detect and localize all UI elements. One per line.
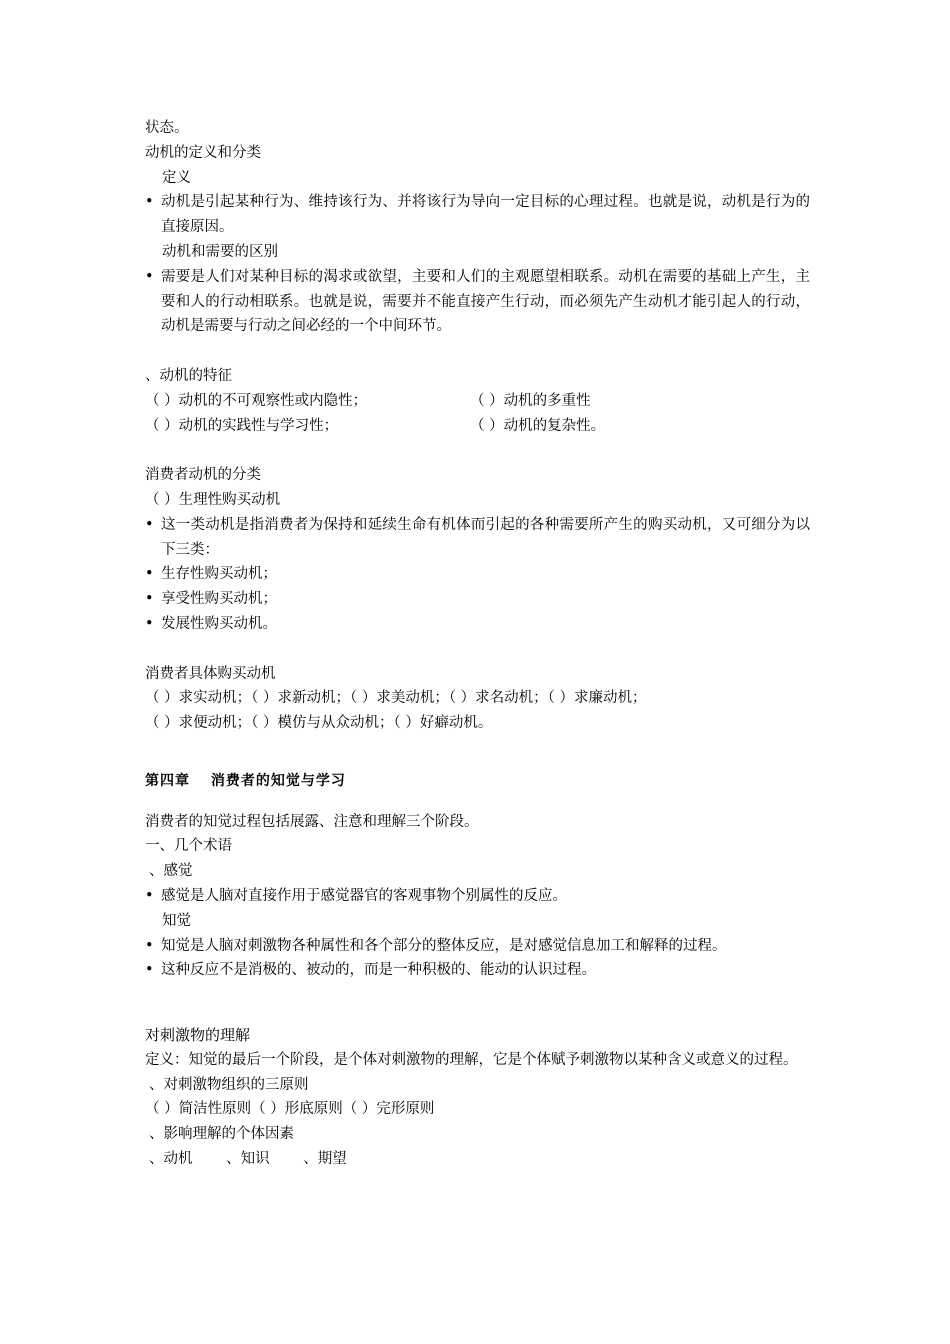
bullet-text: 需要是人们对某种目标的渴求或欲望，主要和人们的主观愿望相联系。动机在需要的基础上产生，主要和人的行动相联系。也就是说，需要并不能直接产生行动，而必须先产生动机才能引起人的行动，动机是需要与行动之间必经的一个中间环节。 [161, 268, 810, 335]
subheading-perception: 知觉 [162, 912, 191, 929]
bullet-icon: • [145, 516, 154, 533]
heading-consumer-motive-classification: 消费者动机的分类 [145, 467, 261, 484]
features-row [145, 414, 810, 439]
text-line: 消费者的知觉过程包括展露、注意和理解三个阶段。 [145, 813, 479, 830]
bullet-text: 知觉是人脑对刺激物各种属性和各个部分的整体反应，是对感觉信息加工和解释的过程。 [161, 937, 727, 954]
spacer [145, 736, 810, 761]
bullet-icon: • [145, 591, 154, 608]
definition-text: 定义：知觉的最后一个阶段，是个体对刺激物的理解，它是个体赋予刺激物以某种含义或意义的过程。 [145, 1051, 798, 1068]
subheading-sensation: 、感觉 [149, 863, 193, 880]
subheading-motive-vs-need: 动机和需要的区别 [162, 243, 278, 260]
feature-item: （ ）动机的实践性与学习性； [145, 417, 339, 434]
bullet-item [145, 190, 810, 240]
subheading-three-principles: 、对刺激物组织的三原则 [149, 1076, 309, 1093]
bullet-item [145, 612, 810, 637]
bullet-text: 这一类动机是指消费者为保持和延续生命有机体而引起的各种需要所产生的购买动机，又可细分为以下三类： [161, 516, 810, 558]
heading-motive-features: 、动机的特征 [145, 367, 232, 384]
bullet-text: 动机是引起某种行为、维持该行为、并将该行为导向一定目标的心理过程。也就是说，动机是行为的直接原因。 [161, 194, 810, 236]
features-row [145, 389, 810, 414]
bullet-item [145, 562, 810, 587]
bullet-item [145, 958, 810, 983]
heading-motive-definition-classification: 动机的定义和分类 [145, 144, 261, 161]
chapter-title: 第四章 消费者的知觉与学习 [145, 772, 346, 789]
text-line: （ ）简洁性原则（ ）形底原则（ ）完形原则 [145, 1101, 435, 1118]
spacer [145, 339, 810, 364]
spacer [145, 438, 810, 463]
subheading-definition: 定义 [162, 169, 191, 186]
bullet-icon: • [145, 962, 154, 979]
bullet-text: 感觉是人脑对直接作用于感觉器官的客观事物个别属性的反应。 [161, 887, 567, 904]
bullet-icon: • [145, 268, 154, 285]
bullet-item [145, 934, 810, 959]
heading-specific-purchase-motives: 消费者具体购买动机 [145, 665, 276, 682]
heading-terms: 一、几个术语 [145, 838, 232, 855]
bullet-icon: • [145, 566, 154, 583]
text-line: （ ）生理性购买动机 [145, 491, 281, 508]
bullet-item [145, 513, 810, 563]
subheading-individual-factors: 、影响理解的个体因素 [149, 1126, 294, 1143]
document-page [145, 116, 810, 1172]
bullet-text: 享受性购买动机； [161, 591, 277, 608]
bullet-icon: • [145, 887, 154, 904]
bullet-text: 这种反应不是消极的、被动的，而是一种积极的、能动的认识过程。 [161, 962, 596, 979]
spacer [145, 983, 810, 1008]
bullet-item [145, 587, 810, 612]
text-line: 状态。 [145, 120, 189, 136]
bullet-text: 发展性购买动机。 [161, 615, 277, 632]
bullet-item [145, 884, 810, 909]
bullet-text: 生存性购买动机； [161, 566, 277, 583]
feature-item: （ ）动机的多重性 [470, 392, 591, 409]
bullet-icon: • [145, 194, 154, 211]
section-title: 对刺激物的理解 [145, 1025, 251, 1044]
bullet-item [145, 265, 810, 339]
feature-item: （ ）动机的复杂性。 [470, 417, 606, 434]
spacer [145, 637, 810, 662]
feature-item: （ ）动机的不可观察性或内隐性； [145, 392, 368, 409]
text-line: 、动机 、知识 、期望 [149, 1151, 347, 1168]
bullet-icon: • [145, 937, 154, 954]
text-line: （ ）求便动机；（ ）模仿与从众动机；（ ）好癖动机。 [145, 715, 493, 732]
text-line: （ ）求实动机；（ ）求新动机；（ ）求美动机；（ ）求名动机；（ ）求廉动机； [145, 690, 647, 707]
bullet-icon: • [145, 615, 154, 632]
